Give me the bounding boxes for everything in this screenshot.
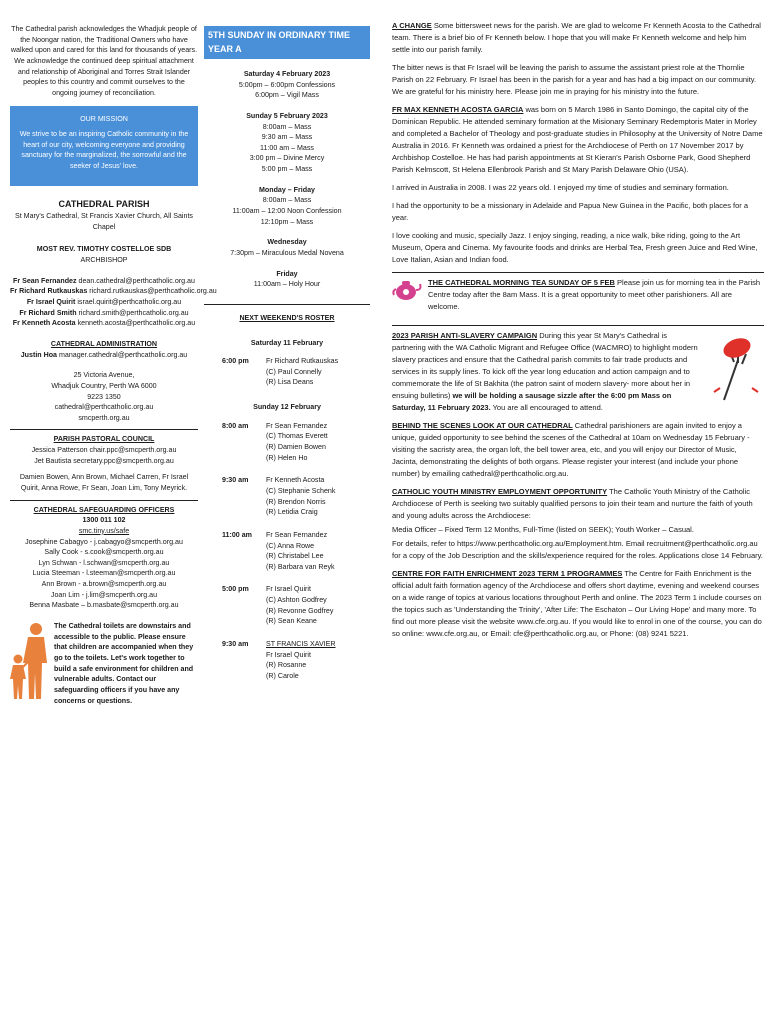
roster-row	[204, 475, 370, 518]
address-line: 25 Victoria Avenue,	[73, 371, 135, 380]
ppc-title: PARISH PASTORAL COUNCIL	[53, 435, 155, 444]
mass-block	[204, 269, 370, 290]
mass-time: 12:10pm – Mass	[260, 217, 314, 226]
mission-title: OUR MISSION	[80, 115, 128, 124]
address-line: Whadjuk Country, Perth WA 6000	[51, 381, 157, 390]
divider	[10, 429, 198, 430]
divider	[392, 272, 764, 273]
roster-row	[204, 530, 370, 573]
toilet-text: The Cathedral toilets are downstairs and accessible to the public. Please ensure that children are accompanied when they go to the toilets. Let's work together to build a safe environment for children and vulnerable adults. Contact our safeguarding officers if you have any concerns or questions.	[54, 622, 194, 705]
mass-day: Monday – Friday	[259, 185, 315, 194]
mass-time: 9:30 am – Mass	[261, 133, 313, 142]
mass-time: 11:00 am – Mass	[260, 143, 314, 152]
parish-title: CATHEDRAL PARISH	[58, 198, 150, 209]
roster-row	[204, 639, 370, 682]
bio-text: I love cooking and music, specially Jazz. I enjoy singing, reading, a nice walk, bike riding, going to the Art Museum, Opera and Cinema. My favourite foods and drinks are Herbal Tea, Fresh green Juice and Red Wine, Love Italian, Asian and Indian food.	[392, 231, 758, 264]
mass-time: 3:00 pm – Divine Mercy	[249, 154, 325, 163]
sunday-heading: 5TH SUNDAY IN ORDINARY TIME YEAR A	[204, 26, 370, 59]
mass-block	[204, 185, 370, 228]
change-article-text: The bitter news is that Fr Israel will be leaving the parish to assume the assistant priest role at the Thornlie Parish on 22 February. Fr Israel has been in the parish for a year and has had a big impact on our community. We are grateful for his ministry here. Please join me in praying for his ministry into the future.	[392, 63, 757, 96]
clergy-item: Fr Richard Smith richard.smith@perthcatholic.org.au	[19, 308, 189, 317]
ppc-line: Jessica Patterson chair.ppc@smcperth.org.au	[31, 446, 177, 455]
mass-time: 6:00pm – Vigil Mass	[255, 91, 319, 100]
ppc-line: Jet Bautista secretary.ppc@smcperth.org.au	[34, 456, 174, 465]
admin-line: Justin Hoa manager.cathedral@perthcatholic.org.au	[20, 350, 188, 359]
roster-names: Fr Sean Fernandez (C) Anna Rowe (R) Christabel Lee (R) Barbara van Reyk	[266, 530, 335, 571]
behind-scenes-article: BEHIND THE SCENES LOOK AT OUR CATHEDRAL Cathedral parishioners are again invited to enjoy a unique, guided opportunity to see behind the scenes of the Cathedral at 10am on Wednesday 15 February - visiting the sacristy area, the organ loft, the bell tower area, etc, and you will enjoy our Director of Music, Jacinta, demonstrating the delights of both organs. Please register your interest (and include your phone number) by emailing cathedral@perthcatholic.org.au.	[392, 421, 750, 478]
safeguarding-list	[10, 537, 198, 611]
faith-enrichment-article: CENTRE FOR FAITH ENRICHMENT 2023 TERM 1 PROGRAMMES The Centre for Faith Enrichment is the official adult faith formation agency of the Archdiocese and offers short daytime, evening and weekend courses on a wide range of topics at various locations throughout Perth and online. The 2023 Term 1 include courses on the topics such as 'Understanding the Trinity', 'After Life: The Eschaton – Our Living Hope' and many more. To find out more please visit the website www.cfe.org.au. If you would like to enrol in one of the course, you can do so online: www.cfe.org.au, or Email: cfe@perthcatholic.org.au, or Phone: (08) 9241 5221.	[392, 569, 762, 638]
admin-email[interactable]: manager.cathedral@perthcatholic.org.au	[58, 350, 188, 359]
safeguarding-officer: Joan Lim - j.lim@smcperth.org.au	[50, 590, 158, 599]
clergy-email[interactable]: richard.rutkauskas@perthcatholic.org.au	[89, 287, 217, 296]
roster-row	[204, 421, 370, 464]
clergy-item: Fr Sean Fernandez dean.cathedral@perthcatholic.org.au	[13, 276, 195, 285]
roster-time: 9:30 am	[222, 476, 249, 485]
youth-details: For details, refer to https://www.perthcatholic.org.au/Employment.htm. Email recruitment@perthcatholic.org.au for a copy of the Job Description and the skills/experience required for the roles. Applications close 14 February.	[392, 539, 763, 560]
archbishop-role: ARCHBISHOP	[80, 256, 128, 265]
ppc-members: Damien Bowen, Ann Brown, Michael Carren, Fr Israel Quirit, Anna Rowe, Fr Sean, Joan Lim, Tony Meyrick.	[19, 473, 189, 492]
mass-time: 5:00pm – 6:00pm Confessions	[238, 80, 336, 89]
parent-child-icon	[10, 621, 50, 701]
mass-day: Sunday 5 February 2023	[246, 111, 328, 120]
divider	[204, 304, 370, 305]
clergy-email[interactable]: richard.smith@perthcatholic.org.au	[78, 308, 189, 317]
safeguarding-officer: Ann Brown - a.brown@smcperth.org.au	[41, 580, 167, 589]
roster-names: ST FRANCIS XAVIER Fr Israel Quirit (R) Rosanne (R) Carole	[266, 639, 336, 680]
roster-day: Saturday 11 February	[250, 338, 324, 347]
mass-time: 5:00 pm – Mass	[261, 165, 313, 174]
mass-time: 8:00am – Mass	[262, 196, 312, 205]
roster-time: 8:00 am	[222, 421, 249, 430]
email-link[interactable]: cathedral@perthcatholic.org.au	[54, 403, 154, 412]
mass-block	[204, 237, 370, 258]
safeguarding-title: CATHEDRAL SAFEGUARDING OFFICERS	[33, 505, 175, 514]
bio-text: I arrived in Australia in 2008. I was 22 years old. I enjoyed my time of studies and seminary formation.	[392, 183, 729, 192]
mission-text: We strive to be an inspiring Catholic community in the heart of our city, welcoming everyone and providing sanctuary for the marginalized, the sorrowful and the seeker of Jesus' love.	[19, 130, 189, 171]
roster-day: Sunday 12 February	[253, 403, 321, 412]
mass-block	[204, 111, 370, 175]
roster-row	[204, 584, 370, 627]
safeguarding-officer: Lyn Schwan - l.schwan@smcperth.org.au	[38, 558, 170, 567]
roster-title: NEXT WEEKEND'S ROSTER	[239, 313, 335, 322]
toilet-notice	[10, 621, 198, 706]
mass-time: 11:00am – 12:00 Noon Confession	[232, 207, 342, 216]
roster-names: Fr Richard Rutkauskas (C) Paul Connelly (R) Lisa Deans	[266, 357, 339, 387]
divider	[392, 325, 764, 326]
youth-roles: Media Officer – Fixed Term 12 Months, Full-Time (listed on SEEK); Youth Worker – Casual.	[392, 525, 694, 534]
admin-title: CATHEDRAL ADMINISTRATION	[50, 339, 158, 348]
bio-text: I had the opportunity to be a missionary in Adelaide and Papua New Guinea in the Pacific, both places for a year.	[392, 201, 749, 222]
mass-block	[204, 69, 370, 101]
roster-time: 5:00 pm	[222, 585, 249, 594]
roster-row	[204, 356, 370, 388]
clergy-email[interactable]: dean.cathedral@perthcatholic.org.au	[78, 276, 195, 285]
archbishop-name: MOST REV. TIMOTHY COSTELLOE SDB	[36, 245, 172, 254]
anti-slavery-article: 2023 PARISH ANTI-SLAVERY CAMPAIGN During this year St Mary's Cathedral is partnering with the WA Catholic Migrant and Refugee Office (WACMRO) to highlight modern slavery practices and ensure that the Cathedral parish commits to fair trade products and services in its supply lines. To kick off the year long education and action campaign and to commemorate the life of St Bakhita (the patron saint of modern slavery- more about her in ensuing bulletins) we will be holding a sausage sizzle after the 6:00 pm Mass on Saturday, 11 February 2023. You are all encouraged to attend.	[392, 330, 764, 414]
mass-day: Wednesday	[267, 238, 307, 247]
mass-time: 7:30pm – Miraculous Medal Novena	[230, 248, 344, 257]
clergy-email[interactable]: israel.quirit@perthcatholic.org.au	[77, 298, 182, 307]
middle-column	[204, 0, 370, 682]
clergy-item: Fr Richard Rutkauskas richard.rutkauskas@perthcatholic.org.au	[10, 287, 217, 296]
parish-subtitle: St Mary's Cathedral, St Francis Xavier Church, All Saints Chapel	[15, 212, 193, 231]
teapot-icon	[392, 277, 422, 303]
clergy-item: Fr Israel Quirit israel.quirit@perthcatholic.org.au	[26, 298, 182, 307]
roster-names: Fr Israel Quirit (C) Ashton Godfrey (R) Revonne Godfrey (R) Sean Keane	[266, 585, 334, 626]
mass-day: Friday	[276, 269, 298, 278]
roster-names: Fr Kenneth Acosta (C) Stephanie Schenk (R) Brendon Norris (R) Letidia Craig	[266, 476, 336, 517]
roster-time: 9:30 am	[222, 639, 249, 648]
roster-time: 6:00 pm	[222, 357, 249, 366]
roster-time: 11:00 am	[222, 530, 252, 539]
clergy-list	[10, 276, 217, 329]
mass-time: 11:00am – Holy Hour	[253, 280, 321, 289]
address-block	[10, 370, 198, 423]
clergy-email[interactable]: kenneth.acosta@perthcatholic.org.au	[77, 319, 196, 328]
morning-tea-article: THE CATHEDRAL MORNING TEA SUNDAY OF 5 FEB Please join us for morning tea in the Parish Centre today after the 8am Mass. It is a great opportunity to meet other parishioners. All are welcome.	[392, 277, 764, 313]
mass-day: Saturday 4 February 2023	[243, 70, 331, 78]
roster-names: Fr Sean Fernandez (C) Thomas Everett (R) Damien Bowen (R) Helen Ho	[266, 421, 328, 462]
safeguarding-officer: Josephine Cabagyo - j.cabagyo@smcperth.org.au	[25, 537, 183, 546]
phone-number: 9223 1350	[87, 392, 121, 401]
mass-time: 8:00am – Mass	[262, 122, 312, 131]
safeguarding-phone: 1300 011 102	[82, 516, 126, 525]
clergy-item: Fr Kenneth Acosta kenneth.acosta@perthcatholic.org.au	[12, 319, 196, 328]
acknowledgement: The Cathedral parish acknowledges the Whadjuk people of the Noongar nation, the Traditional Owners who have walked upon and cared for this land for thousands of years. We acknowledge the continued deep spiritual attachment and relationship of Aboriginal and Torres Strait Islander peoples to this country and commit ourselves to the ongoing journey of reconciliation.	[10, 25, 198, 97]
left-column	[10, 0, 217, 706]
safeguarding-officer: Lucia Steeman - l.steeman@smcperth.org.au	[32, 569, 176, 578]
sausage-fork-icon	[704, 330, 764, 410]
safeguarding-officer: Benna Masbate – b.masbate@smcperth.org.au	[29, 601, 179, 610]
right-column	[392, 20, 764, 646]
website-link[interactable]: smcperth.org.au	[78, 413, 130, 422]
bio-article: FR MAX KENNETH ACOSTA GARCIA was born on 5 March 1986 in Santo Domingo, the capital city of the Dominican Republic. He attended seminary formation at the Misionary Seminary Redemptoris Mater in Morley and completed a Bachelor of Theology and post-graduate studies in Philosophy at the University of Notre Dame Australia in 2016. Fr Kenneth was ordained a priest for the Archdiocese of Perth on 17 November 2017 by Archbishop Costelloe. He has had parish appointments at St Kieran's Parish Osborne Park, Good Shepherd Parish Kelmscott, St Helena Ellenbrook Parish and St Mary Parish Delaware Ohio (USA).	[392, 105, 763, 174]
safeguarding-link[interactable]: smc.tiny.us/safe	[78, 526, 130, 535]
mission-box	[10, 106, 198, 185]
safeguarding-officer: Sally Cook - s.cook@smcperth.org.au	[44, 548, 164, 557]
change-article: A CHANGE Some bittersweet news for the parish. We are glad to welcome Fr Kenneth Acosta to the Cathedral team. There is a brief bio of Fr Kenneth below. I hope that you will make Fr Kenneth welcome and help him settle into our parish family.	[392, 21, 761, 54]
divider	[10, 500, 198, 501]
youth-ministry-article: CATHOLIC YOUTH MINISTRY EMPLOYMENT OPPORTUNITY The Catholic Youth Ministry of the Catholic Archdiocese of Perth is seeking two suitably qualified persons to join their team and nurture the faith of youth and young adults across the Archdiocese:	[392, 487, 753, 520]
